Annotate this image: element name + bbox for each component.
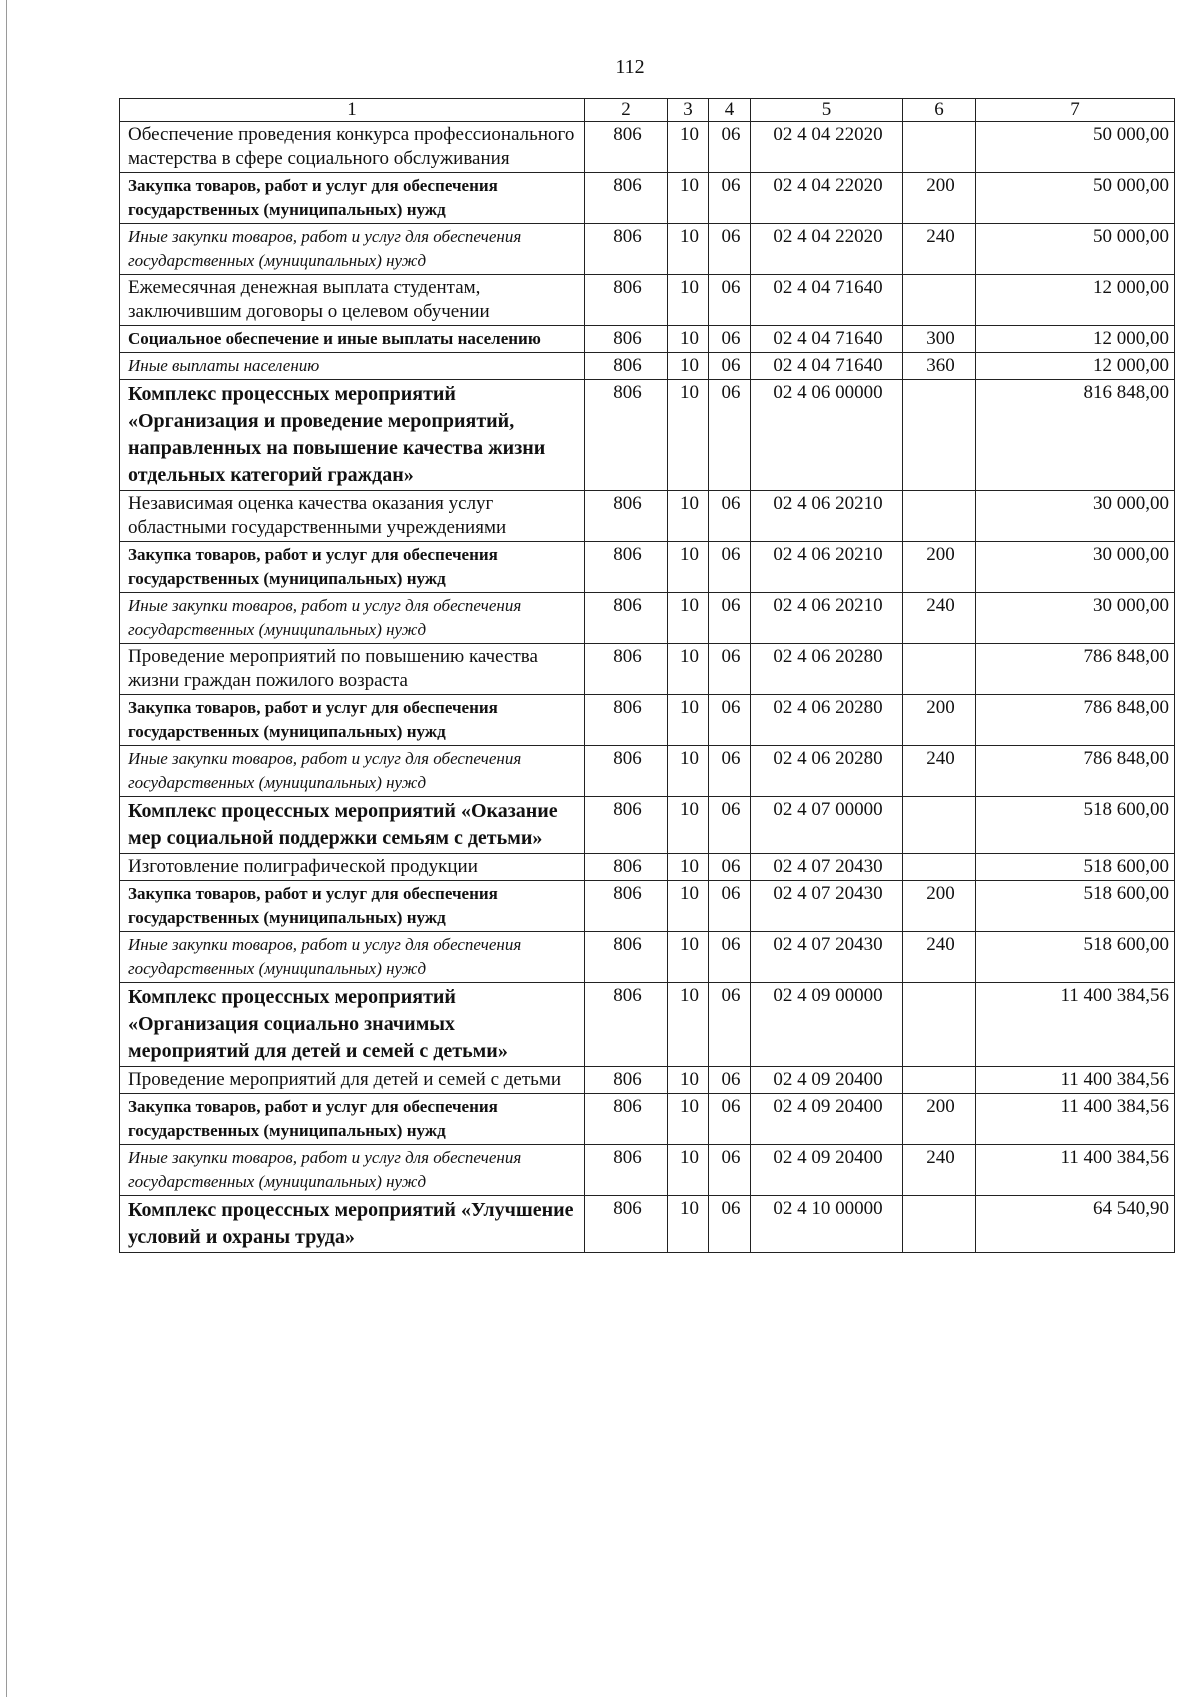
row-code-col-3: 10 [668, 380, 709, 491]
row-code-col-2: 806 [585, 1067, 668, 1094]
row-code-col-2: 806 [585, 932, 668, 983]
row-name-cell: Проведение мероприятий по повышению качества жизни граждан пожилого возраста [120, 644, 585, 695]
header-col-7: 7 [976, 99, 1175, 122]
row-code-col-3: 10 [668, 881, 709, 932]
row-code-col-4: 06 [709, 881, 751, 932]
row-code-col-2: 806 [585, 746, 668, 797]
row-name-cell: Комплекс процессных мероприятий «Организация и проведение мероприятий, направленных на повышение качества жизни отдельных категорий граждан» [120, 380, 585, 491]
table-row [120, 593, 1175, 644]
row-code-col-4: 06 [709, 644, 751, 695]
table-row [120, 491, 1175, 542]
row-code-col-4: 06 [709, 695, 751, 746]
row-code-col-3: 10 [668, 1067, 709, 1094]
budget-table [119, 98, 1175, 1253]
row-code-col-4: 06 [709, 593, 751, 644]
table-row [120, 1145, 1175, 1196]
row-code-col-4: 06 [709, 1145, 751, 1196]
table-row [120, 542, 1175, 593]
page-number: 112 [615, 56, 645, 78]
table-body [120, 122, 1175, 1253]
row-amount: 786 848,00 [976, 746, 1175, 797]
row-amount: 11 400 384,56 [976, 1067, 1175, 1094]
row-code-col-2: 806 [585, 122, 668, 173]
row-code-col-3: 10 [668, 491, 709, 542]
row-code-col-3: 10 [668, 932, 709, 983]
row-code-col-3: 10 [668, 983, 709, 1067]
row-target-code: 02 4 04 71640 [751, 326, 903, 353]
row-amount: 11 400 384,56 [976, 983, 1175, 1067]
row-expense-type: 240 [903, 224, 976, 275]
table-row [120, 854, 1175, 881]
row-target-code: 02 4 10 00000 [751, 1196, 903, 1253]
row-name-cell: Закупка товаров, работ и услуг для обеспечения государственных (муниципальных) нужд [120, 695, 585, 746]
row-code-col-4: 06 [709, 224, 751, 275]
row-expense-type: 200 [903, 1094, 976, 1145]
row-name-cell: Комплекс процессных мероприятий «Оказание мер социальной поддержки семьям с детьми» [120, 797, 585, 854]
row-code-col-4: 06 [709, 1094, 751, 1145]
row-target-code: 02 4 09 20400 [751, 1067, 903, 1094]
row-target-code: 02 4 07 20430 [751, 854, 903, 881]
table-row [120, 353, 1175, 380]
row-expense-type [903, 983, 976, 1067]
row-expense-type [903, 491, 976, 542]
row-target-code: 02 4 06 20280 [751, 746, 903, 797]
row-name-cell: Независимая оценка качества оказания услуг областными государственными учреждениями [120, 491, 585, 542]
row-name-cell: Комплекс процессных мероприятий «Улучшение условий и охраны труда» [120, 1196, 585, 1253]
row-code-col-4: 06 [709, 491, 751, 542]
row-code-col-2: 806 [585, 854, 668, 881]
table-row [120, 983, 1175, 1067]
row-code-col-4: 06 [709, 932, 751, 983]
row-code-col-4: 06 [709, 275, 751, 326]
row-code-col-3: 10 [668, 797, 709, 854]
row-expense-type [903, 1067, 976, 1094]
row-expense-type: 240 [903, 746, 976, 797]
row-target-code: 02 4 04 71640 [751, 353, 903, 380]
row-code-col-4: 06 [709, 380, 751, 491]
row-code-col-2: 806 [585, 881, 668, 932]
row-code-col-3: 10 [668, 746, 709, 797]
row-target-code: 02 4 07 20430 [751, 881, 903, 932]
row-code-col-2: 806 [585, 1094, 668, 1145]
row-code-col-4: 06 [709, 983, 751, 1067]
row-name-cell: Иные выплаты населению [120, 353, 585, 380]
row-code-col-2: 806 [585, 1145, 668, 1196]
row-code-col-3: 10 [668, 644, 709, 695]
row-code-col-3: 10 [668, 122, 709, 173]
row-expense-type [903, 854, 976, 881]
row-code-col-4: 06 [709, 1196, 751, 1253]
row-code-col-2: 806 [585, 326, 668, 353]
row-expense-type [903, 380, 976, 491]
row-code-col-2: 806 [585, 983, 668, 1067]
row-name-cell: Комплекс процессных мероприятий «Организация социально значимых мероприятий для детей и семей с детьми» [120, 983, 585, 1067]
row-code-col-2: 806 [585, 695, 668, 746]
row-target-code: 02 4 09 00000 [751, 983, 903, 1067]
row-code-col-3: 10 [668, 1196, 709, 1253]
row-amount: 12 000,00 [976, 353, 1175, 380]
row-code-col-2: 806 [585, 173, 668, 224]
row-amount: 518 600,00 [976, 881, 1175, 932]
row-target-code: 02 4 06 00000 [751, 380, 903, 491]
row-expense-type [903, 1196, 976, 1253]
row-code-col-2: 806 [585, 542, 668, 593]
row-expense-type [903, 644, 976, 695]
row-target-code: 02 4 06 20210 [751, 542, 903, 593]
row-code-col-4: 06 [709, 353, 751, 380]
row-code-col-3: 10 [668, 353, 709, 380]
row-name-cell: Обеспечение проведения конкурса профессионального мастерства в сфере социального обслуживания [120, 122, 585, 173]
row-expense-type: 240 [903, 593, 976, 644]
row-name-cell: Иные закупки товаров, работ и услуг для обеспечения государственных (муниципальных) нужд [120, 932, 585, 983]
row-name-cell: Закупка товаров, работ и услуг для обеспечения государственных (муниципальных) нужд [120, 1094, 585, 1145]
row-code-col-4: 06 [709, 122, 751, 173]
row-expense-type: 200 [903, 695, 976, 746]
header-col-3: 3 [668, 99, 709, 122]
row-code-col-3: 10 [668, 173, 709, 224]
row-name-cell: Иные закупки товаров, работ и услуг для обеспечения государственных (муниципальных) нужд [120, 1145, 585, 1196]
row-code-col-2: 806 [585, 224, 668, 275]
row-target-code: 02 4 09 20400 [751, 1145, 903, 1196]
table-row [120, 1067, 1175, 1094]
row-amount: 518 600,00 [976, 797, 1175, 854]
table-row [120, 326, 1175, 353]
row-amount: 12 000,00 [976, 326, 1175, 353]
row-target-code: 02 4 09 20400 [751, 1094, 903, 1145]
row-amount: 11 400 384,56 [976, 1145, 1175, 1196]
row-code-col-2: 806 [585, 491, 668, 542]
table-row [120, 275, 1175, 326]
row-code-col-3: 10 [668, 224, 709, 275]
header-col-4: 4 [709, 99, 751, 122]
row-expense-type: 200 [903, 881, 976, 932]
table-row [120, 644, 1175, 695]
row-expense-type: 360 [903, 353, 976, 380]
row-amount: 518 600,00 [976, 854, 1175, 881]
row-amount: 64 540,90 [976, 1196, 1175, 1253]
row-name-cell: Закупка товаров, работ и услуг для обеспечения государственных (муниципальных) нужд [120, 173, 585, 224]
row-code-col-3: 10 [668, 275, 709, 326]
row-code-col-2: 806 [585, 593, 668, 644]
header-col-2: 2 [585, 99, 668, 122]
row-name-cell: Ежемесячная денежная выплата студентам, заключившим договоры о целевом обучении [120, 275, 585, 326]
row-code-col-3: 10 [668, 542, 709, 593]
row-name-cell: Изготовление полиграфической продукции [120, 854, 585, 881]
row-target-code: 02 4 06 20210 [751, 593, 903, 644]
row-code-col-4: 06 [709, 746, 751, 797]
row-name-cell: Закупка товаров, работ и услуг для обеспечения государственных (муниципальных) нужд [120, 542, 585, 593]
row-name-cell: Иные закупки товаров, работ и услуг для обеспечения государственных (муниципальных) нужд [120, 224, 585, 275]
row-name-cell: Иные закупки товаров, работ и услуг для обеспечения государственных (муниципальных) нужд [120, 746, 585, 797]
row-amount: 50 000,00 [976, 224, 1175, 275]
row-code-col-4: 06 [709, 326, 751, 353]
row-target-code: 02 4 07 20430 [751, 932, 903, 983]
row-code-col-4: 06 [709, 854, 751, 881]
row-amount: 11 400 384,56 [976, 1094, 1175, 1145]
row-expense-type: 200 [903, 542, 976, 593]
table-row [120, 746, 1175, 797]
row-expense-type [903, 275, 976, 326]
row-code-col-2: 806 [585, 353, 668, 380]
row-amount: 50 000,00 [976, 173, 1175, 224]
row-amount: 786 848,00 [976, 695, 1175, 746]
table-row [120, 380, 1175, 491]
row-code-col-3: 10 [668, 1094, 709, 1145]
table-row [120, 122, 1175, 173]
row-code-col-2: 806 [585, 644, 668, 695]
row-code-col-4: 06 [709, 542, 751, 593]
row-target-code: 02 4 04 71640 [751, 275, 903, 326]
row-amount: 12 000,00 [976, 275, 1175, 326]
table-header-row [120, 99, 1175, 122]
row-code-col-2: 806 [585, 275, 668, 326]
row-expense-type: 200 [903, 173, 976, 224]
row-code-col-4: 06 [709, 797, 751, 854]
row-code-col-3: 10 [668, 326, 709, 353]
table-row [120, 881, 1175, 932]
table-row [120, 932, 1175, 983]
scan-margin-line [6, 0, 7, 1697]
row-expense-type [903, 797, 976, 854]
row-amount: 30 000,00 [976, 491, 1175, 542]
row-code-col-3: 10 [668, 695, 709, 746]
header-col-6: 6 [903, 99, 976, 122]
row-amount: 30 000,00 [976, 593, 1175, 644]
row-target-code: 02 4 06 20280 [751, 695, 903, 746]
row-name-cell: Социальное обеспечение и иные выплаты населению [120, 326, 585, 353]
row-amount: 786 848,00 [976, 644, 1175, 695]
row-code-col-3: 10 [668, 593, 709, 644]
row-code-col-2: 806 [585, 797, 668, 854]
row-expense-type: 240 [903, 932, 976, 983]
row-code-col-3: 10 [668, 1145, 709, 1196]
row-name-cell: Иные закупки товаров, работ и услуг для обеспечения государственных (муниципальных) нужд [120, 593, 585, 644]
row-amount: 816 848,00 [976, 380, 1175, 491]
row-code-col-4: 06 [709, 1067, 751, 1094]
table-row [120, 224, 1175, 275]
row-target-code: 02 4 04 22020 [751, 173, 903, 224]
row-target-code: 02 4 04 22020 [751, 224, 903, 275]
row-amount: 50 000,00 [976, 122, 1175, 173]
row-amount: 518 600,00 [976, 932, 1175, 983]
row-expense-type: 240 [903, 1145, 976, 1196]
header-col-1: 1 [120, 99, 585, 122]
table-row [120, 797, 1175, 854]
table-row [120, 1094, 1175, 1145]
row-name-cell: Закупка товаров, работ и услуг для обеспечения государственных (муниципальных) нужд [120, 881, 585, 932]
table-row [120, 173, 1175, 224]
row-target-code: 02 4 07 00000 [751, 797, 903, 854]
row-target-code: 02 4 06 20280 [751, 644, 903, 695]
row-code-col-2: 806 [585, 380, 668, 491]
row-code-col-2: 806 [585, 1196, 668, 1253]
row-expense-type: 300 [903, 326, 976, 353]
header-col-5: 5 [751, 99, 903, 122]
row-name-cell: Проведение мероприятий для детей и семей с детьми [120, 1067, 585, 1094]
row-amount: 30 000,00 [976, 542, 1175, 593]
table-row [120, 695, 1175, 746]
table-row [120, 1196, 1175, 1253]
row-code-col-4: 06 [709, 173, 751, 224]
row-target-code: 02 4 06 20210 [751, 491, 903, 542]
row-expense-type [903, 122, 976, 173]
row-code-col-3: 10 [668, 854, 709, 881]
row-target-code: 02 4 04 22020 [751, 122, 903, 173]
